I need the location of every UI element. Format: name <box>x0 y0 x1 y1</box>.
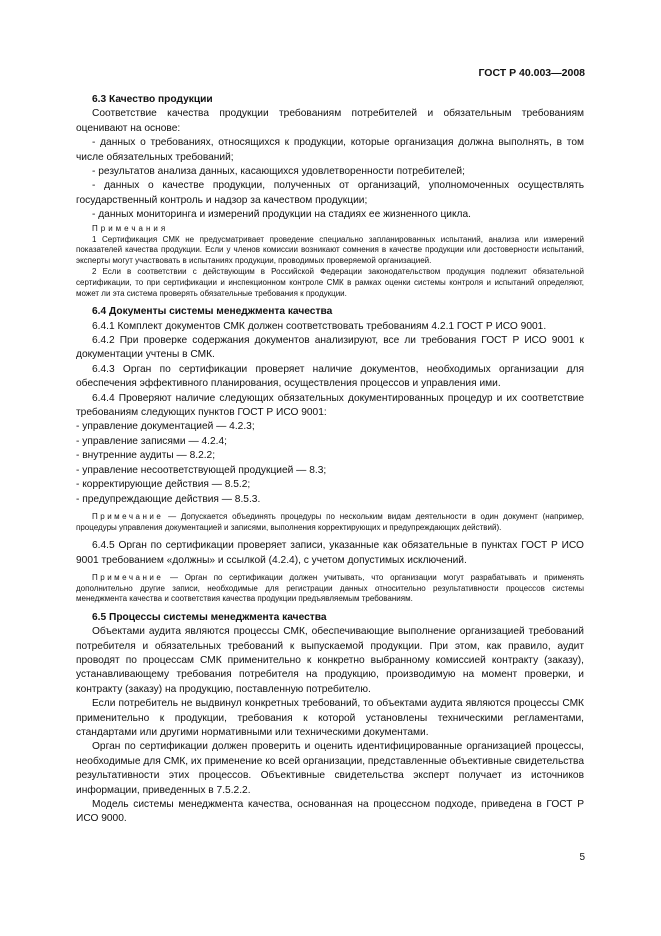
section-6-5-heading: 6.5 Процессы системы менеджмента качества <box>92 611 327 623</box>
paragraph-6-5-1: Объектами аудита являются процессы СМК, обеспечивающие выполнение организацией требований потребителя и обязательных требований к выпускаемой продукции. При этом, как правило, аудит проводят по процессам СМК применительно к конкретно выбранному комиссией контракту (заказу), устанавливающему требования потребителя на продукцию, производимую на момент проверки, и контракту (заказу) на продукцию, поставленную потребителю. <box>76 626 584 695</box>
section-6-3-intro: Соответствие качества продукции требованиям потребителей и обязательным требованиям оценивают на основе: <box>76 108 584 134</box>
page-content <box>76 93 584 827</box>
note-label: Примечание <box>92 572 164 582</box>
procedure-item: - внутренние аудиты — 8.2.2; <box>76 450 216 462</box>
bullet-item: - данных о качестве продукции, полученных от организаций, уполномоченных осуществлять государственный контроль и надзор за качеством продукции; <box>76 180 584 206</box>
document-id-header: ГОСТ Р 40.003—2008 <box>478 67 585 79</box>
note-label: Примечание <box>92 511 164 521</box>
paragraph-6-5-3: Орган по сертификации должен проверить и оценить идентифицированные организацией процессы, необходимые для СМК, их применение ко всей организации, представленные объективные свидетельства результативности этих процессов. Объективные свидетельства эксперт получает из источников информации, приведенных в 7.5.2.2. <box>76 741 584 796</box>
paragraph-6-4-3: 6.4.3 Орган по сертификации проверяет наличие документов, необходимых организации для обеспечения эффективного планирования, осуществления процессов и управления ими. <box>76 363 584 390</box>
page-number: 5 <box>579 852 585 863</box>
paragraph-6-4-2: 6.4.2 При проверке содержания документов анализируют, все ли требования ГОСТ Р ИСО 9001 к документации учтены в СМК. <box>76 335 584 361</box>
paragraph-6-5-4: Модель системы менеджмента качества, основанная на процессном подходе, приведена в ГОСТ Р ИСО 9000. <box>76 798 584 825</box>
note-text: — Допускается объединять процедуры по нескольким видам деятельности в один документ (например, процедуры управления документацией и записями, выполнения корректирующих и предупреждающих действий). <box>76 511 584 532</box>
paragraph-6-4-5: 6.4.5 Орган по сертификации проверяет записи, указанные как обязательные в пунктах ГОСТ Р ИСО 9001 требованием «должны» и ссылкой (4.2.4), с учетом допустимых исключений. <box>76 540 584 566</box>
bullet-item: - результатов анализа данных, касающихся удовлетворенности потребителей; <box>92 166 465 178</box>
procedure-item: - корректирующие действия — 8.5.2; <box>76 479 251 491</box>
paragraph-6-4-1: 6.4.1 Комплект документов СМК должен соответствовать требованиям 4.2.1 ГОСТ Р ИСО 9001. <box>92 320 547 332</box>
paragraph-6-4-4: 6.4.4 Проверяют наличие следующих обязательных документированных процедур и их соответствие требованиям следующих пунктов ГОСТ Р ИСО 9001: <box>76 392 584 419</box>
note-procedures <box>76 512 584 533</box>
section-6-3-heading: 6.3 Качество продукции <box>92 94 213 105</box>
procedure-item: - управление документацией — 4.2.3; <box>76 421 255 433</box>
note-text: — Орган по сертификации должен учитывать, что организации могут разрабатывать и применять дополнительно другие записи, необходимые для регистрации данных относительно результативности процессов системы менеджмента качества и соответствия качества продукции предъявляемым требованиям. <box>76 572 584 604</box>
note-2: 2 Если в соответствии с действующим в Российской Федерации законодательством продукция подлежит обязательной сертификации, то при сертификации и инспекционном контроле СМК в рамках оценки системы контроля и испытаний определяют, может ли эта система проверять обязательные требования к продукции. <box>76 267 584 298</box>
section-6-4-heading: 6.4 Документы системы менеджмента качества <box>92 306 333 318</box>
paragraph-6-5-2: Если потребитель не выдвинул конкретных требований, то объектами аудита являются процессы СМК применительно к продукции, требования к которой установлены техническими регламентами, стандартами или другими нормативными или техническими документами. <box>76 698 584 738</box>
bullet-item: - данных о требованиях, относящихся к продукции, которые организация должна выполнять, в том числе обязательных требований; <box>76 137 584 163</box>
procedure-item: - предупреждающие действия — 8.5.3. <box>76 493 261 505</box>
note-records <box>76 573 584 605</box>
bullet-item: - данных мониторинга и измерений продукции на стадиях ее жизненного цикла. <box>92 209 471 221</box>
notes-label: Примечания <box>92 223 169 233</box>
procedure-item: - управление несоответствующей продукцией — 8.3; <box>76 464 327 476</box>
note-1: 1 Сертификация СМК не предусматривает проведение специально запланированных испытаний, анализа или измерений показателей качества продукции. Если у членов комиссии возникают сомнения в качестве продукции или достоверности испытаний, эксперты могут участвовать в испытаниях продукции, проводимых проверяемой организацией. <box>76 234 584 265</box>
procedure-item: - управление записями — 4.2.4; <box>76 435 227 447</box>
